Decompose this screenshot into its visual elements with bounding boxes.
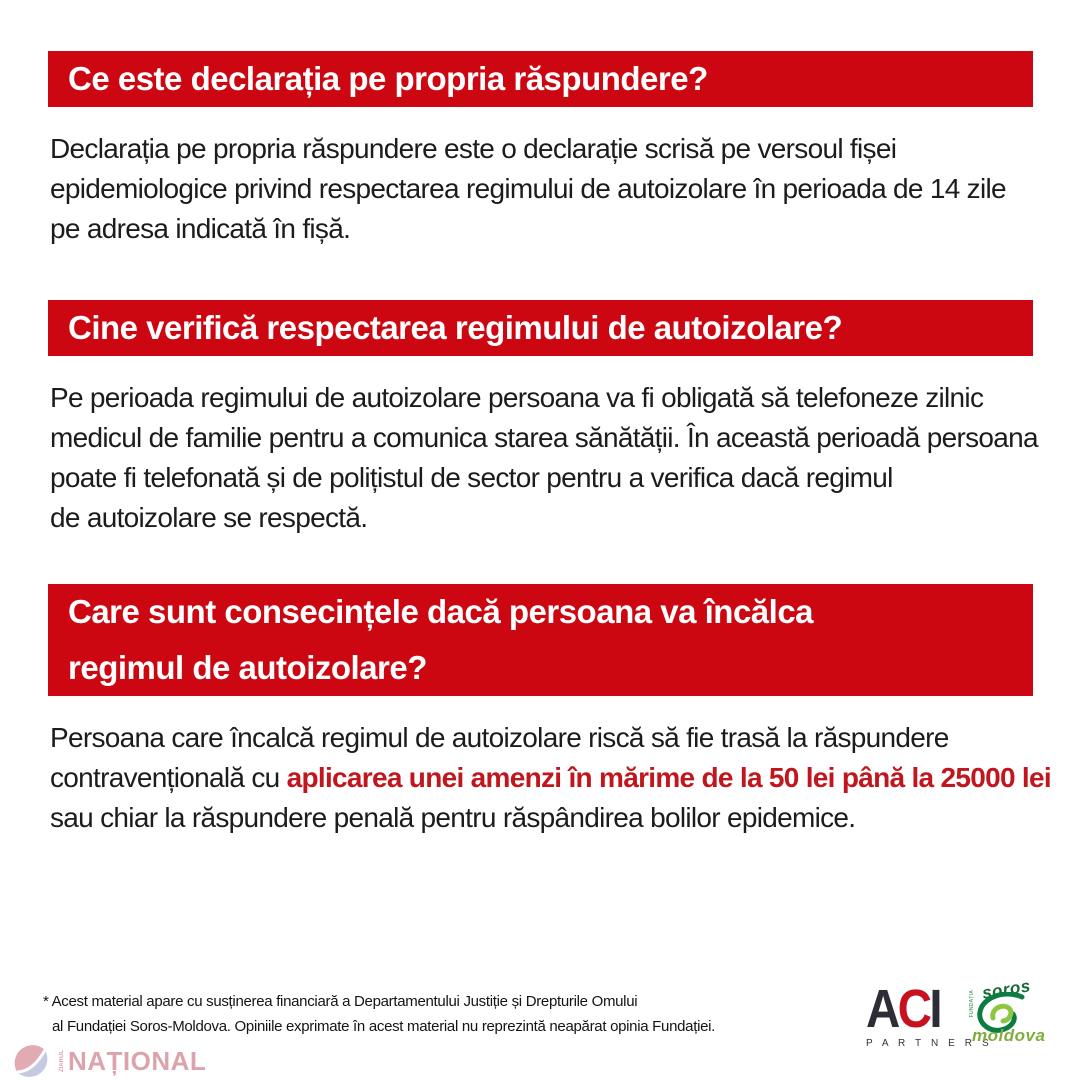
text-segment: Declarația pe propria răspundere este o declarație scrisă pe versoul fișei bbox=[50, 133, 897, 164]
text-segment: medicul de familie pentru a comunica starea sănătății. În această perioadă persoana bbox=[50, 422, 1038, 453]
section-heading-bar bbox=[48, 300, 1033, 356]
highlighted-fine-text: aplicarea unei amenzi în mărime de la 50 lei până la 25000 lei bbox=[286, 762, 1051, 793]
section-paragraph bbox=[50, 129, 1033, 249]
paragraph-line bbox=[50, 209, 1033, 249]
paragraph-line bbox=[50, 718, 1033, 758]
heading-line: Care sunt consecințele dacă persoana va încălca bbox=[68, 593, 814, 630]
text-segment: poate fi telefonată și de polițistul de sector pentru a verifica dacă regimul bbox=[50, 462, 893, 493]
paragraph-line bbox=[50, 498, 1033, 538]
footnote bbox=[43, 989, 715, 1039]
national-watermark-logo bbox=[12, 1041, 206, 1080]
footnote-line: * Acest material apare cu susținerea financiară a Departamentului Justiție și Drepturile Omului bbox=[43, 993, 638, 1010]
qa-section-2 bbox=[48, 300, 1038, 538]
section-heading-bar bbox=[48, 584, 1033, 696]
text-segment: sau chiar la răspundere penală pentru răspândirea bolilor epidemice. bbox=[50, 802, 856, 833]
qa-sections bbox=[48, 51, 1051, 838]
text-segment: epidemiologice privind respectarea regimului de autoizolare în perioada de 14 zile bbox=[50, 173, 1006, 204]
soros-moldova-logo bbox=[968, 976, 1046, 1048]
text-segment: pe adresa indicată în fișă. bbox=[50, 213, 351, 244]
paragraph-line bbox=[50, 458, 1033, 498]
qa-section-1 bbox=[48, 51, 1033, 249]
aci-letter-i: I bbox=[929, 979, 940, 1039]
paragraph-line bbox=[50, 169, 1033, 209]
text-segment: Pe perioada regimului de autoizolare persoana va fi obligată să telefoneze zilnic bbox=[50, 382, 984, 413]
heading-line: Cine verifică respectarea regimului de autoizolare? bbox=[68, 309, 843, 346]
section-heading-bar bbox=[48, 51, 1033, 107]
national-wordmark: NAȚIONAL bbox=[68, 1045, 207, 1076]
aci-letter-a: A bbox=[866, 979, 898, 1039]
aci-partners-label: P A R T N E R S bbox=[866, 1038, 993, 1049]
text-segment: contravențională cu bbox=[50, 762, 287, 793]
paragraph-line bbox=[50, 758, 1051, 798]
aci-letter-c: C bbox=[897, 979, 930, 1039]
text-segment: Persoana care încalcă regimul de autoizolare riscă să fie trasă la răspundere bbox=[50, 722, 949, 753]
soros-fundatia-label: FUNDAȚIA bbox=[969, 990, 975, 1018]
aci-letters bbox=[866, 979, 977, 1039]
heading-line: regimul de autoizolare? bbox=[68, 649, 427, 686]
paragraph-line bbox=[50, 418, 1038, 458]
footnote-line: al Fundației Soros-Moldova. Opiniile exprimate în acest material nu reprezintă neapărat opinia Fundației. bbox=[52, 1018, 716, 1035]
soros-wordmark: soros bbox=[980, 976, 1032, 1003]
soros-moldova-label: moldova bbox=[972, 1026, 1046, 1045]
heading-line: Ce este declarația pe propria răspundere? bbox=[68, 60, 708, 97]
paragraph-line bbox=[50, 129, 1033, 169]
paragraph-line bbox=[50, 798, 1033, 838]
section-paragraph bbox=[50, 718, 1051, 838]
text-segment: de autoizolare se respectă. bbox=[50, 502, 368, 533]
paragraph-line bbox=[50, 378, 1033, 418]
national-circle-icon bbox=[12, 1042, 50, 1080]
qa-section-3 bbox=[48, 584, 1051, 838]
national-ziarul-label: ZIARUL bbox=[59, 1050, 65, 1072]
section-paragraph bbox=[50, 378, 1038, 538]
